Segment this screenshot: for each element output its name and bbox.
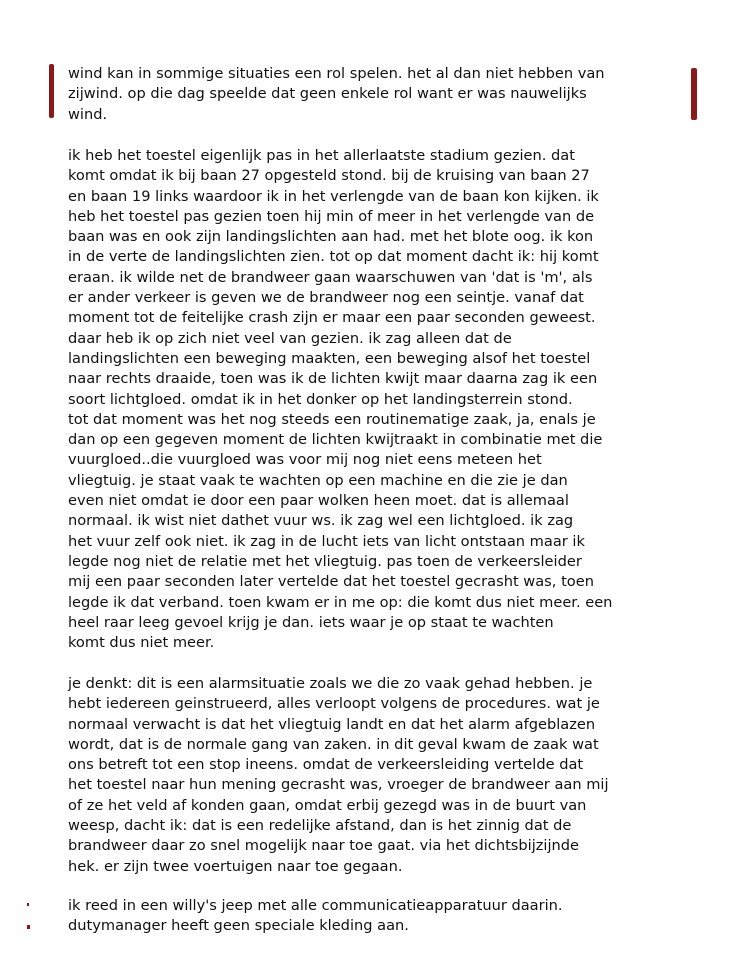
text-line: in de verte de landingslichten zien. tot op dat moment dacht ik: hij komt — [68, 248, 599, 266]
text-line: tot dat moment was het nog steeds een routinematige zaak, ja, enals je — [68, 410, 596, 428]
bullet-mark — [27, 925, 30, 929]
text-line: heel raar leeg gevoel krijg je dan. iets waar je op staat te wachten — [68, 613, 554, 631]
text-line: moment tot de feitelijke crash zijn er maar een paar seconden geweest. — [68, 309, 596, 327]
text-line: legde nog niet de relatie met het vliegtuig. pas toen de verkeersleider — [68, 552, 582, 570]
text-line: dutymanager heeft geen speciale kleding aan. — [68, 917, 409, 935]
bullet-mark — [27, 903, 29, 906]
text-line: soort lichtgloed. omdat ik in het donker op het landingsterrein stond. — [68, 390, 573, 408]
text-line: normaal. ik wist niet dathet vuur ws. ik zag wel een lichtgloed. ik zag — [68, 512, 574, 530]
text-line: en baan 19 links waardoor ik in het verlengde van de baan kon kijken. ik — [68, 187, 599, 205]
left-margin-mark — [49, 64, 54, 118]
paragraph-3 — [68, 674, 609, 877]
text-line: je denkt: dit is een alarmsituatie zoals we die zo vaak gehad hebben. je — [68, 675, 593, 692]
text-line: wordt, dat is de normale gang van zaken. in dit geval kwam de zaak wat — [68, 735, 599, 753]
text-line: komt dus niet meer. — [68, 634, 215, 652]
text-line: of ze het veld af konden gaan, omdat erbij gezegd was in de buurt van — [68, 796, 587, 814]
text-line: wind. — [68, 105, 108, 123]
text-line: hebt iedereen geinstrueerd, alles verloopt volgens de procedures. wat je — [68, 695, 600, 713]
text-line: vuurgloed..die vuurgloed was voor mij nog niet eens meteen het — [68, 451, 542, 469]
text-line: wind kan in sommige situaties een rol spelen. het al dan niet hebben van — [68, 65, 605, 82]
text-line: het vuur zelf ook niet. ik zag in de lucht iets van licht ontstaan maar ik — [68, 532, 585, 550]
text-line: heb het toestel pas gezien toen hij min of meer in het verlengde van de — [68, 207, 595, 225]
paragraph-1 — [68, 64, 605, 125]
text-line: normaal verwacht is dat het vliegtuig landt en dat het alarm afgeblazen — [68, 715, 596, 733]
text-line: ik heb het toestel eigenlijk pas in het allerlaatste stadium gezien. dat — [68, 147, 575, 164]
text-line: weesp, dacht ik: dat is een redelijke afstand, dan is het zinnig dat de — [68, 817, 572, 835]
text-line: komt omdat ik bij baan 27 opgesteld stond. bij de kruising van baan 27 — [68, 167, 590, 185]
text-line: naar rechts draaide, toen was ik de lichten kwijt maar daarna zag ik een — [68, 370, 598, 388]
text-line: baan was en ook zijn landingslichten aan had. met het blote oog. ik kon — [68, 228, 594, 246]
text-line: mij een paar seconden later vertelde dat het toestel gecrasht was, toen — [68, 573, 594, 591]
text-line: eraan. ik wilde net de brandweer gaan waarschuwen van 'dat is 'm', als — [68, 268, 593, 286]
text-line: legde ik dat verband. toen kwam er in me op: die komt dus niet meer. een — [68, 593, 613, 611]
paragraph-2 — [68, 146, 612, 653]
text-line: hek. er zijn twee voertuigen naar toe gegaan. — [68, 857, 403, 875]
text-line: even niet omdat ie door een paar wolken heen moet. dat is allemaal — [68, 492, 569, 510]
text-line: brandweer daar zo snel mogelijk naar toe gaat. via het dichtsbijzijnde — [68, 837, 580, 855]
text-line: zijwind. op die dag speelde dat geen enkele rol want er was nauwelijks — [68, 85, 587, 103]
text-line: het toestel naar hun mening gecrasht was, vroeger de brandweer aan mij — [68, 776, 609, 794]
right-margin-mark — [691, 68, 697, 120]
text-line: vliegtuig. je staat vaak te wachten op een machine en die zie je dan — [68, 471, 568, 489]
text-line: ons betreft tot een stop ineens. omdat de verkeersleiding vertelde dat — [68, 756, 584, 774]
text-line: daar heb ik op zich niet veel van gezien. ik zag alleen dat de — [68, 329, 512, 347]
paragraph-4 — [68, 896, 563, 937]
text-line: ik reed in een willy's jeep met alle communicatieapparatuur daarin. — [68, 897, 563, 914]
text-line: landingslichten een beweging maakten, een beweging alsof het toestel — [68, 349, 591, 367]
text-line: er ander verkeer is geven we de brandweer nog een seintje. vanaf dat — [68, 289, 584, 307]
text-line: dan op een gegeven moment de lichten kwijtraakt in combinatie met die — [68, 431, 603, 449]
